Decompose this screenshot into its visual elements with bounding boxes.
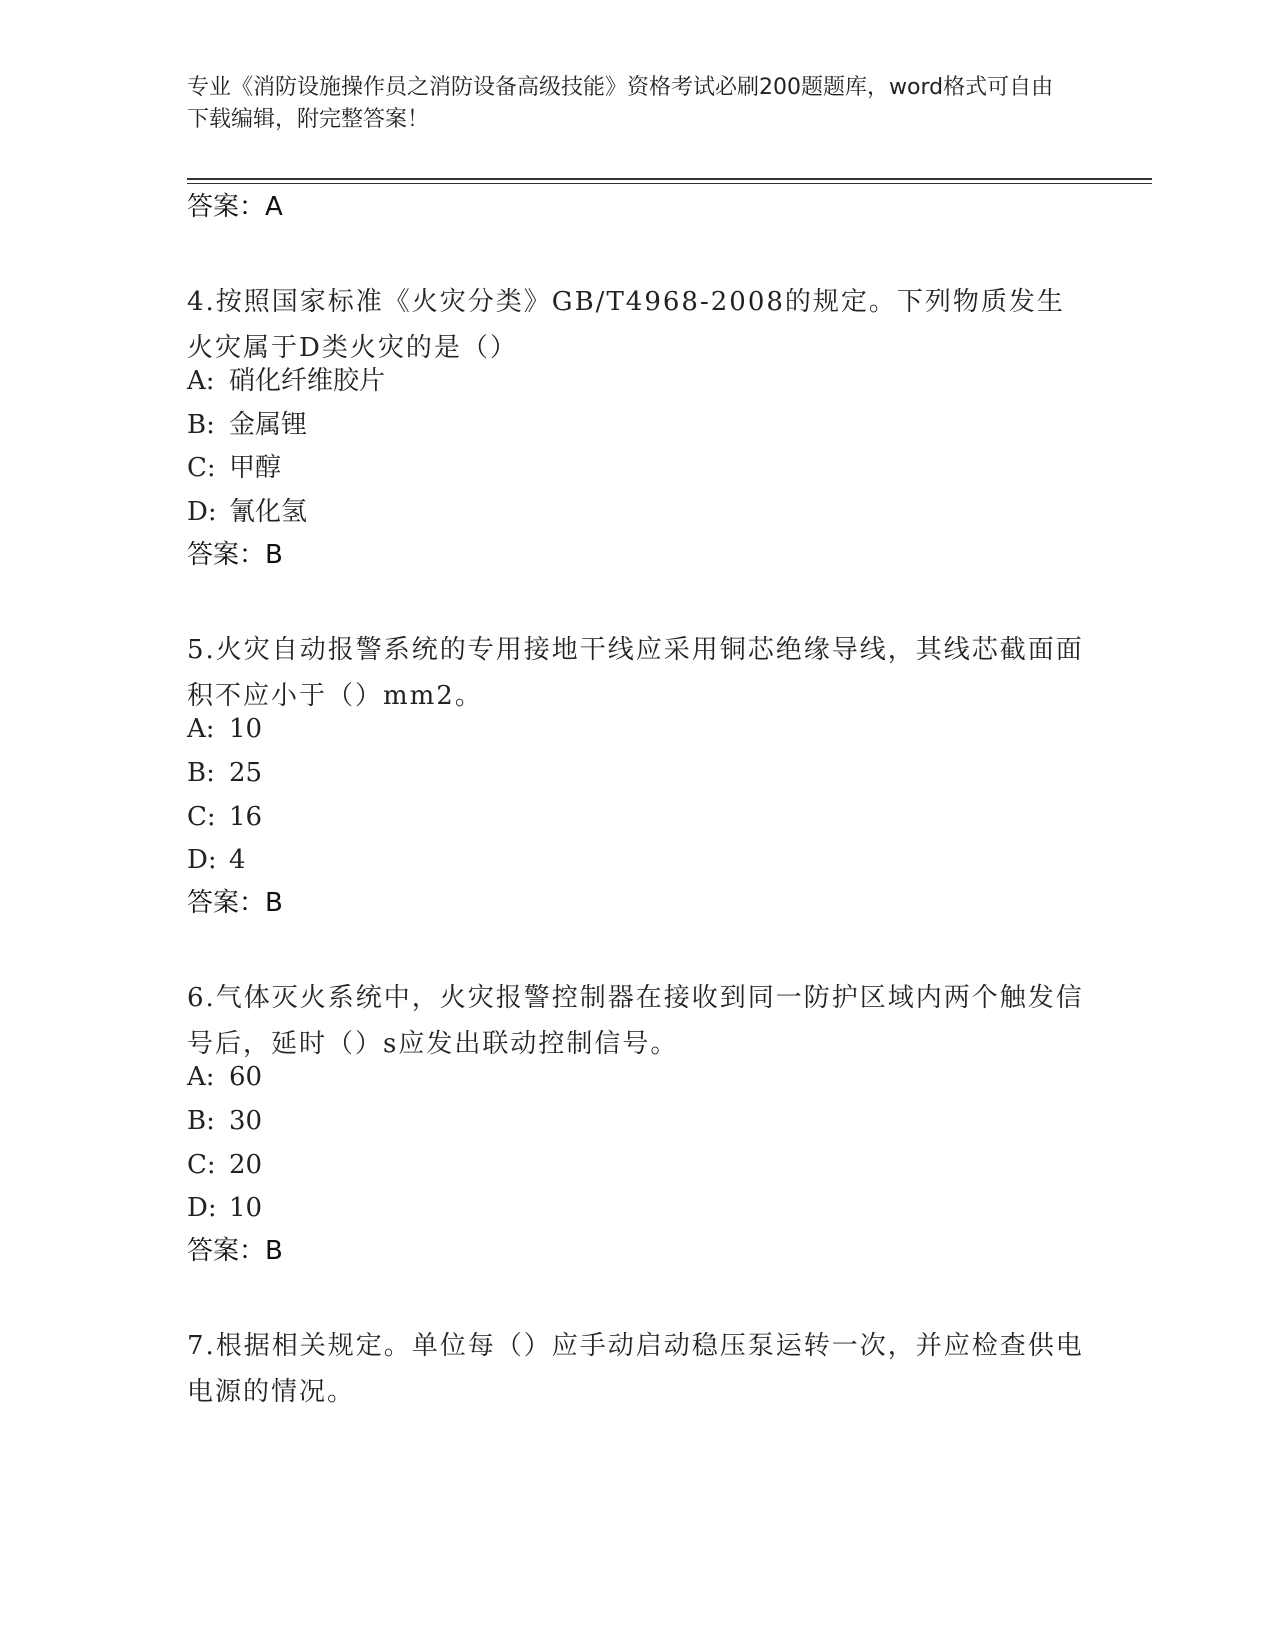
option-text: 30: [229, 1106, 263, 1136]
option-text: 60: [229, 1062, 263, 1092]
question-6-option-d: [187, 1193, 262, 1223]
header-divider: [187, 178, 1152, 180]
option-label: B:: [187, 410, 215, 440]
question-6-stem: 6.气体灭火系统中，火灾报警控制器在接收到同一防护区域内两个触发信号后，延时（）s应发出联动控制信号。: [187, 983, 1084, 1059]
question-5-option-b: [187, 758, 262, 788]
question-4-answer: 答案：B: [187, 540, 283, 570]
question-4-option-b: [187, 410, 307, 440]
option-label: B:: [187, 758, 215, 788]
question-6-option-c: [187, 1150, 262, 1180]
option-text: 4: [229, 845, 246, 875]
header-divider-thin: [187, 183, 1152, 184]
question-5-answer: 答案：B: [187, 888, 283, 918]
option-label: A:: [187, 714, 215, 744]
document-header: 专业《消防设施操作员之消防设备高级技能》资格考试必刷200题题库，word格式可自由下载编辑，附完整答案！: [187, 75, 1054, 132]
question-4-option-a: [187, 366, 385, 396]
option-label: D:: [187, 845, 217, 875]
option-text: 甲醇: [229, 453, 282, 483]
option-text: 16: [229, 802, 263, 832]
question-7-stem: 7.根据相关规定。单位每（）应手动启动稳压泵运转一次，并应检查供电电源的情况。: [187, 1331, 1084, 1407]
option-text: 10: [229, 1193, 263, 1223]
option-text: 20: [229, 1150, 263, 1180]
option-text: 硝化纤维胶片: [229, 366, 386, 396]
option-label: A:: [187, 1062, 215, 1092]
question-5-stem: 5.火灾自动报警系统的专用接地干线应采用铜芯绝缘导线，其线芯截面面积不应小于（）mm2。: [187, 635, 1084, 711]
option-label: A:: [187, 366, 215, 396]
question-5-option-a: [187, 714, 262, 744]
option-text: 10: [229, 714, 263, 744]
previous-question-answer: 答案：A: [187, 192, 283, 222]
option-label: C:: [187, 453, 216, 483]
option-label: D:: [187, 1193, 217, 1223]
option-text: 金属锂: [229, 410, 308, 440]
option-label: C:: [187, 802, 216, 832]
option-text: 氰化氢: [229, 497, 308, 527]
option-label: D:: [187, 497, 217, 527]
question-4-stem: 4.按照国家标准《火灾分类》GB/T4968-2008的规定。下列物质发生火灾属于D类火灾的是（）: [187, 287, 1065, 363]
question-4-option-d: [187, 497, 307, 527]
option-label: C:: [187, 1150, 216, 1180]
question-4-option-c: [187, 453, 281, 483]
option-label: B:: [187, 1106, 215, 1136]
option-text: 25: [229, 758, 263, 788]
question-5-option-c: [187, 802, 262, 832]
question-6-option-b: [187, 1106, 262, 1136]
question-6-option-a: [187, 1062, 262, 1092]
question-6-answer: 答案：B: [187, 1236, 283, 1266]
question-5-option-d: [187, 845, 246, 875]
